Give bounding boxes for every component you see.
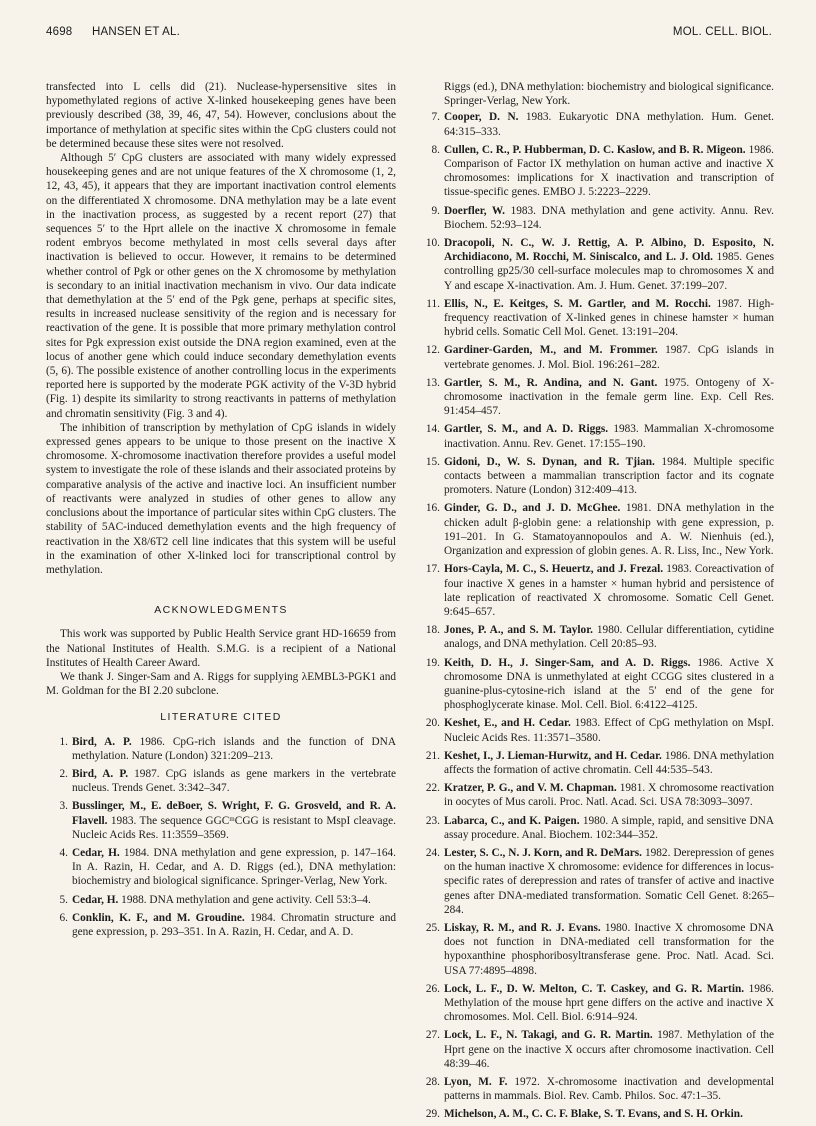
reference-authors: Ginder, G. D., and J. D. McGhee.: [444, 502, 621, 515]
reference-body: [444, 814, 774, 842]
reference-text: 1981. X chromosome reactivation in oocytes of Mus caroli. Proc. Natl. Acad. Sci. USA 78:3093–3097.: [444, 782, 775, 809]
reference-entry: [418, 781, 774, 809]
reference-text: 1983. The sequence GGCᵐCGG is resistant to MspI cleavage. Nucleic Acids Res. 11:3559–3569.: [72, 814, 396, 841]
reference-number: 24.: [425, 846, 440, 859]
reference-entry: [418, 921, 774, 978]
reference-body: [444, 204, 774, 232]
reference-body: [444, 455, 774, 498]
reference-text: 1975. Ontogeny of X-chromosome inactivation in the female germ line. Exp. Cell Res. 91:454–457.: [444, 376, 775, 418]
reference-text: 1987. Methylation of the Hprt gene on the inactive X occurs after chromosome inactivation. Cell 48:39–46.: [444, 1029, 774, 1070]
reference-body: [444, 562, 774, 619]
reference-body: [444, 749, 774, 777]
reference-entry: [46, 735, 396, 763]
reference-number: 6.: [59, 911, 68, 924]
reference-text: 1983. Effect of CpG methylation on MspI. Nucleic Acids Res. 11:3571–3580.: [444, 717, 774, 744]
right-column: [418, 80, 774, 1126]
reference-entry: [46, 767, 396, 795]
reference-authors: Labarca, C., and K. Paigen.: [444, 814, 580, 827]
reference-number: 15.: [425, 455, 440, 468]
reference-authors: Conklin, K. F., and M. Groudine.: [72, 911, 245, 924]
reference-authors: Kratzer, P. G., and V. M. Chapman.: [444, 782, 617, 795]
reference-number: 14.: [425, 423, 440, 436]
reference-text: 1987. High-frequency reactivation of X-linked genes in chinese hamster × human hybrid cells. Somatic Cell Mol. Genet. 13:191–204.: [444, 297, 774, 339]
reference-number: 22.: [425, 782, 440, 795]
acknowledgments-heading: ACKNOWLEDGMENTS: [154, 604, 288, 617]
reference-number: 26.: [425, 982, 440, 995]
reference-number: 27.: [425, 1029, 440, 1042]
acknowledgments-paragraph: We thank J. Singer-Sam and A. Riggs for supplying λEMBL3-PGK1 and M. Goldman for the BI 2.20 subclone.: [46, 670, 396, 698]
reference-entry: [418, 814, 774, 842]
reference-body: [72, 799, 396, 842]
reference-authors: Keshet, E., and H. Cedar.: [444, 717, 571, 730]
reference-text: 1986. Active X chromosome DNA is unmethylated at eight CCGG sites clustered in a guanine-plus-cytosine-rich island at the 5′ end of the gene for phosphoglycerate kinase. Mol. Cell. Biol. 6:4122–4125.: [444, 656, 775, 712]
reference-authors: Gartler, S. M., and A. D. Riggs.: [444, 423, 609, 436]
reference-body: [444, 343, 774, 371]
reference-authors: Lyon, M. F.: [444, 1076, 508, 1088]
reference-number: 25.: [425, 921, 440, 934]
reference-entry: [46, 893, 396, 907]
reference-authors: Gidoni, D., W. S. Dynan, and R. Tjian.: [444, 455, 655, 468]
reference-body: [444, 376, 774, 419]
reference-entry: [418, 501, 774, 558]
reference-authors: Cullen, C. R., P. Hubberman, D. C. Kaslow, and B. R. Migeon.: [444, 143, 746, 156]
reference-body: [72, 767, 396, 795]
reference-authors: Jones, P. A., and S. M. Taylor.: [444, 624, 594, 637]
reference-number: 21.: [425, 749, 440, 762]
reference-body: [444, 982, 774, 1025]
reference-entry: [418, 716, 774, 744]
reference-number: 20.: [425, 717, 440, 730]
reference-authors: Keshet, I., J. Lieman-Hurwitz, and H. Cedar.: [444, 749, 662, 762]
reference-number: 13.: [425, 376, 440, 389]
reference-text: 1986. CpG-rich islands and the function of DNA methylation. Nature (London) 321:209–213.: [72, 735, 396, 762]
reference-body: [72, 735, 396, 763]
reference-entry: [418, 1028, 774, 1071]
reference-body: [444, 1028, 774, 1071]
reference-number: 28.: [425, 1076, 440, 1088]
reference-entry: [418, 236, 774, 293]
reference-number: 17.: [425, 563, 440, 576]
reference-entry: [418, 343, 774, 371]
reference-number: 18.: [425, 624, 440, 637]
reference-number: 16.: [425, 502, 440, 515]
reference-number: 8.: [431, 143, 440, 156]
reference-text: 1983. Coreactivation of four inactive X genes in a hamster × human hybrid and persistence of late replication of reactivated X chromosome. Somatic Cell Genet. 9:645–657.: [444, 563, 774, 618]
body-paragraph: The inhibition of transcription by methylation of CpG islands in widely expressed genes appears to be unique to those present on the inactive X chromosome. X-chromosome inactivation therefore provides a useful model system to investigate the role of these islands and their associated proteins by comparative analysis of the active and inactive loci. An insufficient number of reactivants were analyzed in studies of other genes to allow any conclusions about the importance of particular sites within CpG clusters. The stability of 5AC-induced demethylation events and the high frequency of reactivation in the X8/6T2 cell line indicates that this system will be useful in the examination of other X-linked loci for transcriptional control by methylation.: [46, 421, 396, 576]
reference-text: 1984. DNA methylation and gene expression, p. 147–164. In A. Razin, H. Cedar, and A. D. Riggs (ed.), DNA methylation: biochemistry and biological significance. Springer-Verlag, New York.: [72, 846, 396, 888]
reference-number: 11.: [426, 297, 440, 310]
body-paragraph: Although 5′ CpG clusters are associated with many widely expressed housekeeping genes and are not unique features of the X chromosome (1, 2, 12, 43, 45), it appears that they are important inactivation control elements on the differentiated X chromosome. DNA methylation may be a late event in the inactivation process, as suggested by a recent report (27) that sequences 5′ to the Hprt allele on the inactive X chromosome in female rodent embryos become methylated in most cells several days after inactivation is believed to occur. However, it remains to be determined whether control of Pgk or other genes on the X chromosome by methylation is secondary to an initial inactivation mechanism in vivo. Our data indicate that demethylation at the 5′ end of the Pgk gene, perhaps at specific sites, results in increased nuclease sensitivity of the region and is necessary for reactivation of the gene. It is possible that more primary methylation control sites for Pgk expression exist outside the DNA region examined, even at the locus of another gene which could induce secondary demethylation events (5, 6). The possible existence of another controlling locus in the experiments reported here is supported by the moderate PGK activity of the V-3D hybrid (Fig. 1) despite its similarity to strong reactivants in patterns of methylation and chromatin sensitivity (Fig. 3 and 4).: [46, 152, 396, 420]
reference-body: [444, 501, 774, 558]
reference-list-left: [46, 735, 396, 940]
reference-authors: Dracopoli, N. C., W. J. Rettig, A. P. Albino, D. Esposito, N. Archidiacono, M. Rocchi, M. Siniscalco, and L. J. Old.: [444, 237, 774, 264]
reference-authors: Lock, L. F., N. Takagi, and G. R. Martin.: [444, 1029, 653, 1042]
reference-body: [72, 911, 396, 939]
reference-authors: Busslinger, M., E. deBoer, S. Wright, F. G. Grosveld, and R. A. Flavell.: [72, 800, 396, 827]
reference-body: [72, 893, 396, 907]
reference-body: [444, 716, 774, 744]
reference-text: 1984. Multiple specific contacts between a mammalian transcription factor and its cognate promoters. Nature (London) 312:409–413.: [444, 455, 774, 497]
reference-entry: [418, 110, 774, 138]
reference-text: 1987. CpG islands as gene markers in the vertebrate nucleus. Trends Genet. 3:342–347.: [72, 767, 396, 795]
reference-text: 1972. X-chromosome inactivation and developmental patterns in mammals. Biol. Rev. Camb. Philos. Soc. 47:1–35.: [444, 1076, 774, 1103]
reference-body: [444, 1107, 774, 1121]
reference-body: [444, 623, 774, 651]
reference-text: 1986. DNA methylation affects the formation of active chromatin. Cell 44:535–543.: [444, 749, 774, 776]
reference-number: 23.: [425, 814, 440, 827]
reference-entry: [418, 1107, 774, 1121]
acknowledgments-paragraph: This work was supported by Public Health Service grant HD-16659 from the National Institutes of Health. S.M.G. is a recipient of a National Institutes of Health Career Award.: [46, 628, 396, 669]
reference-text: 1986. Methylation of the mouse hprt gene differs on the active and inactive X chromosomes. Mol. Cell. Biol. 6:914–924.: [444, 982, 774, 1024]
reference-body: [444, 781, 774, 809]
reference-entry: [418, 297, 774, 340]
reference-text: 1985. Genes controlling gp25/30 cell-surface molecules map to chromosomes X and Y and escape X-inactivation. Am. J. Hum. Genet. 37:199–207.: [444, 251, 774, 292]
reference-body: [444, 143, 774, 200]
reference-text: 1980. Inactive X chromosome DNA does not function in DNA-mediated cell transformation for the hypoxanthine phosphoribosyltransferase gene. Proc. Natl. Acad. Sci. USA 77:4895–4898.: [444, 921, 775, 977]
reference-authors: Ellis, N., E. Keitges, S. M. Gartler, and M. Rocchi.: [444, 297, 711, 310]
reference-body: [72, 846, 396, 889]
left-column: [46, 80, 396, 943]
reference-body: [444, 656, 774, 713]
reference-authors: Michelson, A. M., C. C. F. Blake, S. T. Evans, and S. H. Orkin.: [444, 1108, 743, 1121]
reference-text: 1982. Derepression of genes on the human inactive X chromosome: evidence for differences in locus-specific rates of derepression and rates of transfer of active and inactive genes after DNA-mediated transformation. Somatic Cell Genet. 8:265–284.: [444, 846, 775, 916]
reference-text: 1984. Chromatin structure and gene expression, p. 293–351. In A. Razin, H. Cedar, and A. D.: [72, 911, 396, 938]
reference-authors: Lester, S. C., N. J. Korn, and R. DeMars.: [444, 846, 643, 859]
reference-authors: Bird, A. P.: [72, 767, 129, 780]
reference-authors: Liskay, R. M., and R. J. Evans.: [444, 921, 601, 934]
reference-entry: [46, 799, 396, 842]
reference-body: [444, 110, 774, 138]
reference-authors: Gartler, S. M., R. Andina, and N. Gant.: [444, 376, 658, 389]
reference-text: 1983. Mammalian X-chromosome inactivation. Annu. Rev. Genet. 17:155–190.: [444, 423, 774, 450]
reference-entry: [418, 846, 774, 917]
reference-text: 1986. Comparison of Factor IX methylation on human active and inactive X chromosomes: implications for X inactivation and transcription of tissue-specific genes. EMBO J. 5:2223–2229.: [444, 143, 774, 199]
running-authors: HANSEN ET AL.: [92, 26, 181, 38]
reference-number: 19.: [425, 656, 440, 669]
reference-authors: Lock, L. F., D. W. Melton, C. T. Caskey, and G. R. Martin.: [444, 982, 745, 995]
running-header: [46, 26, 772, 46]
reference-text: 1980. Cellular differentiation, cytidine analogs, and DNA methylation. Cell 20:85–93.: [444, 624, 775, 651]
reference-body: [444, 846, 774, 917]
literature-cited-heading: LITERATURE CITED: [160, 711, 282, 724]
reference-text: 1980. A simple, rapid, and sensitive DNA assay procedure. Anal. Biochem. 102:344–352.: [444, 814, 774, 841]
reference-text: 1987. CpG islands in vertebrate genomes. J. Mol. Biol. 196:261–282.: [444, 344, 775, 371]
reference-number: 4.: [59, 846, 68, 859]
reference-body: [444, 1075, 774, 1103]
reference-number: 5.: [59, 893, 68, 906]
reference-authors: Gardiner-Garden, M., and M. Frommer.: [444, 344, 658, 357]
reference-authors: Doerfler, W.: [444, 204, 505, 217]
reference-number: 3.: [59, 800, 68, 813]
reference-entry: [418, 982, 774, 1025]
reference-number: 29.: [425, 1108, 440, 1121]
reference-body: [444, 236, 774, 293]
journal-abbrev: MOL. CELL. BIOL.: [672, 26, 772, 38]
page-number: 4698: [46, 26, 73, 38]
body-paragraph: transfected into L cells did (21). Nuclease-hypersensitive sites in hypomethylated regions of active X-linked housekeeping genes have been previously described (38, 39, 46, 47, 54). However, conclusions about the importance of methylation at specific sites within the CpG clusters could not be determined because these sites were not resolved.: [46, 81, 396, 150]
reference-number: 1.: [59, 735, 68, 748]
reference-entry: [46, 846, 396, 889]
reference-entry: [418, 455, 774, 498]
reference-body: [444, 297, 774, 340]
reference-number: 2.: [59, 767, 68, 780]
reference-entry: [418, 422, 774, 450]
reference-authors: Cedar, H.: [72, 846, 120, 859]
reference-entry: [418, 376, 774, 419]
reference-entry: [46, 911, 396, 939]
reference-authors: Hors-Cayla, M. C., S. Heuertz, and J. Frezal.: [444, 563, 664, 576]
reference-authors: Bird, A. P.: [72, 735, 132, 748]
reference-number: 9.: [431, 204, 440, 217]
reference-list-right: [418, 110, 774, 1121]
reference-entry: [418, 204, 774, 232]
reference-continuation: Riggs (ed.), DNA methylation: biochemistry and biological significance. Springer-Verlag, New York.: [444, 81, 774, 108]
reference-entry: [418, 623, 774, 651]
reference-text: 1981. DNA methylation in the chicken adult β-globin gene: a relationship with gene expression, p. 191–201. In G. Stamatoyannopoulos and A. W. Nienhuis (ed.), Organization and expression of globin genes. A. R. Liss, Inc., New York.: [444, 502, 774, 558]
reference-number: 10.: [425, 237, 440, 250]
reference-body: [444, 422, 774, 450]
reference-authors: Cooper, D. N.: [444, 111, 519, 124]
reference-text: 1983. Eukaryotic DNA methylation. Hum. Genet. 64:315–333.: [444, 111, 774, 138]
reference-text: 1983. DNA methylation and gene activity. Annu. Rev. Biochem. 52:93–124.: [444, 204, 774, 231]
reference-entry: [418, 143, 774, 200]
reference-entry: [418, 1075, 774, 1103]
reference-entry: [418, 656, 774, 713]
reference-number: 12.: [425, 344, 440, 357]
reference-entry: [418, 749, 774, 777]
reference-body: [444, 921, 774, 978]
reference-authors: Cedar, H.: [72, 893, 119, 906]
reference-entry: [418, 562, 774, 619]
reference-authors: Keith, D. H., J. Singer-Sam, and A. D. Riggs.: [444, 656, 691, 669]
reference-text: 1988. DNA methylation and gene activity. Cell 53:3–4.: [121, 893, 371, 906]
reference-number: 7.: [431, 111, 440, 124]
